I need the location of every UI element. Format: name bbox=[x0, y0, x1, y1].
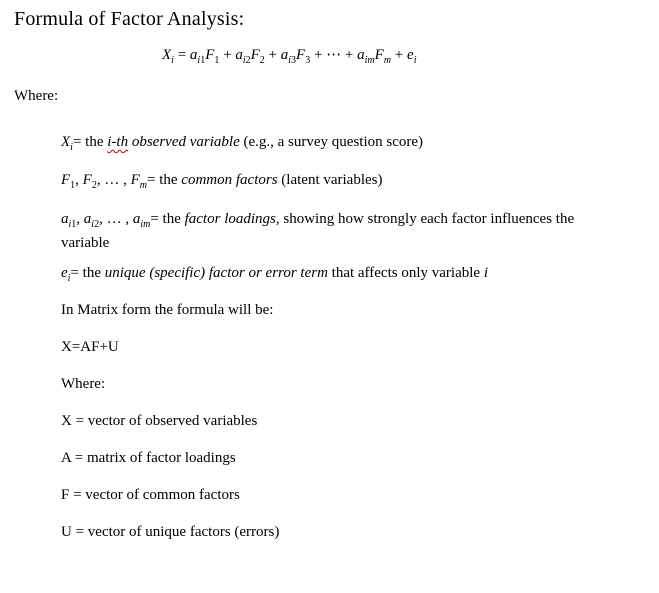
matrix-item-f: F = vector of common factors bbox=[61, 487, 240, 503]
where-heading: Where: bbox=[14, 88, 59, 104]
matrix-item-a: A = matrix of factor loadings bbox=[61, 450, 236, 466]
definition-e: $e_i=$ the unique (specific) factor or error term that affects only variable i bbox=[61, 265, 488, 284]
matrix-equation: X=AF+U bbox=[61, 339, 119, 355]
definition-x: $X_i=$ the i-th observed variable (e.g., a survey question score) bbox=[61, 134, 424, 153]
definition-a: $a_{i1}$, $a_{i2}$, … , $a_{im}=$ the factor loadings, showing how strongly each factor influences the variable bbox=[61, 211, 575, 251]
matrix-item-u: U = vector of unique factors (errors) bbox=[61, 524, 280, 540]
page-title: Formula of Factor Analysis: bbox=[14, 8, 245, 30]
matrix-intro: In Matrix form the formula will be: bbox=[61, 302, 274, 318]
factor-analysis-formula: $X_i = a_{i1}F_1 + a_{i2}F_2 + a_{i3}F_3$ + ⋯ + $a_{im}F_m + e_i$ bbox=[162, 47, 417, 66]
matrix-item-x: X = vector of observed variables bbox=[61, 413, 258, 429]
definition-f: $F_1$, $F_2$, … , $F_m=$ the common factors (latent variables) bbox=[61, 172, 383, 191]
matrix-where-heading: Where: bbox=[61, 376, 106, 392]
